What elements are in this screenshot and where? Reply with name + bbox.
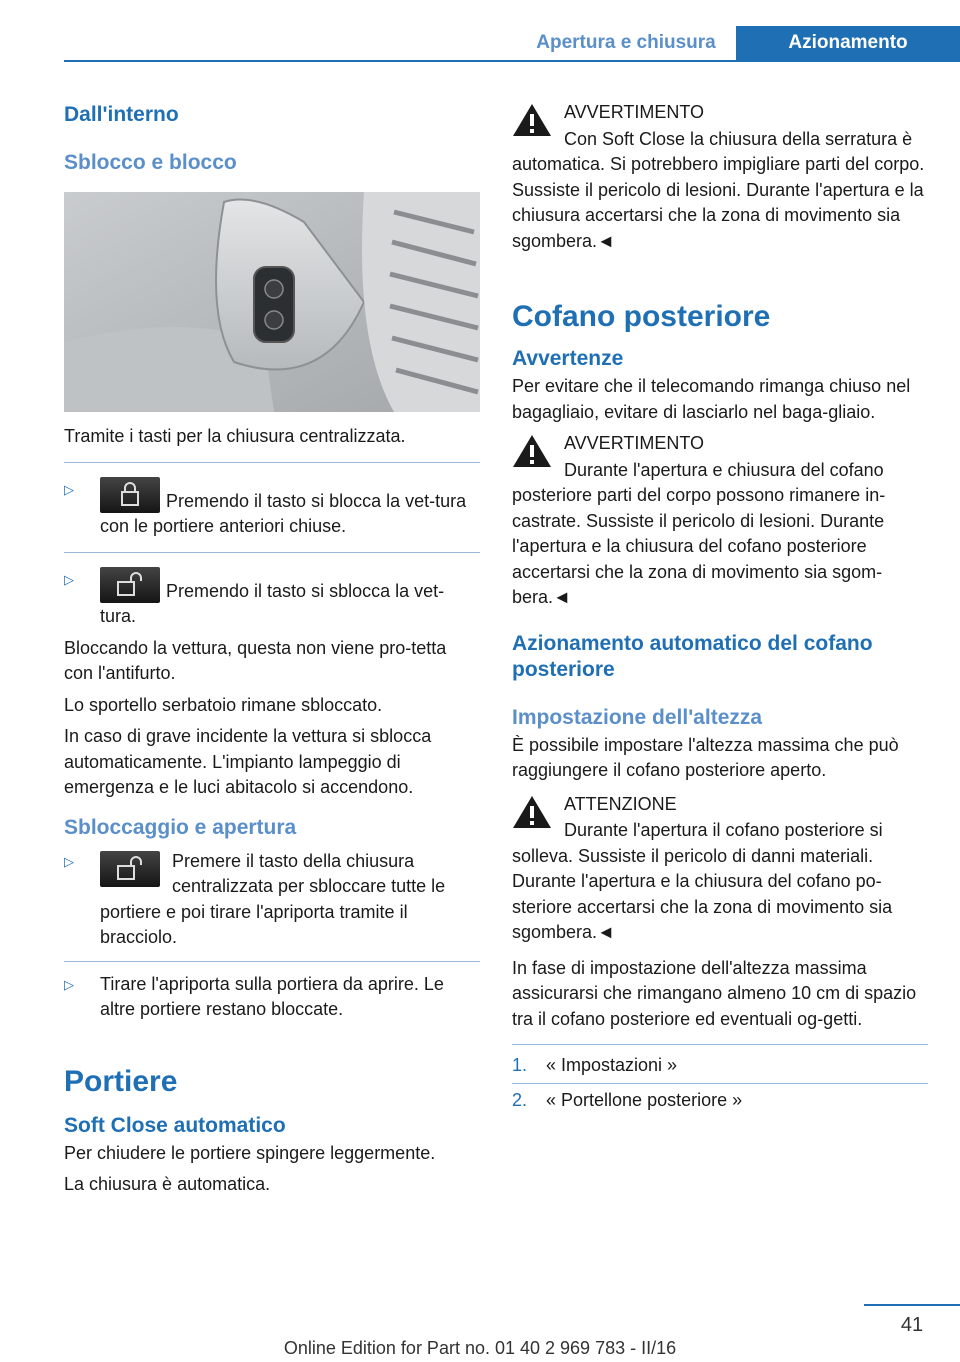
door-panel-photo [64,192,480,412]
list-item [64,972,480,1023]
bullet-separator [64,961,480,962]
para-height: È possibile impostare l'altezza massima che può raggiungere il cofano posteriore aperto. [512,734,899,780]
bullet-separator [64,462,480,463]
para-accident: In caso di grave incidente la vettura si sblocca automaticamente. L'impianto lampeggio di emergenza e le luci abitacolo si accendono. [64,726,432,797]
para-remote-key: Per evitare che il telecomando rimanga chiuso nel bagagliaio, evitare di lasciarlo nel baga-gliaio. [512,376,911,422]
warning-triangle-icon [512,102,552,138]
bullet-lock-text: Premendo il tasto si blocca la vet-tura con le portiere anteriori chiuse. [100,490,467,536]
bullet-triangle-icon: ▷ [64,853,74,869]
bullet-separator [64,552,480,553]
caution-text: Durante l'apertura il cofano posteriore si solleva. Sussiste il pericolo di danni materiali. Durante l'apertura e la chiusura del cofano po-steriore accertarsi che la zona di movimento sia sgombera.◄ [512,820,893,942]
warning-soft-close [512,100,928,126]
list-item [512,1053,928,1079]
list-item [512,1088,928,1114]
step-text: « Portellone posteriore » [546,1089,743,1110]
section-portiere: Portiere [64,1064,178,1098]
subheading-soft-close: Soft Close automatico [64,1113,286,1137]
list-separator [512,1083,928,1084]
warning-title: AVVERTIMENTO [564,102,705,122]
list-separator [512,1044,928,1045]
step-text: « Impostazioni » [546,1055,678,1075]
subheading-sblocco-blocco: Sblocco e blocco [64,151,237,174]
warning-triangle-icon [512,433,552,469]
caution-title: ATTENZIONE [564,793,677,814]
caption-central-locking: Tramite i tasti per la chiusura centralizzata. [64,426,406,446]
list-item [64,849,480,951]
subheading-avvertenze: Avvertenze [512,347,624,370]
warning-tailgate [512,431,928,457]
heading-dall-interno: Dall'interno [64,103,179,126]
bullet-unlock-all-text: Premere il tasto della chiusura centralizzata per sbloccare tutte le portiere e poi tirare l'apriporta tramite il bracciolo. [100,850,446,947]
footer-edition: Online Edition for Part no. 01 40 2 969 783 - II/16 [283,1338,677,1358]
subheading-height-setting: Impostazione dell'altezza [512,705,763,729]
para-clearance: In fase di impostazione dell'altezza massima assicurarsi che rimangano almeno 10 cm di spazio tra il cofano posteriore ed eventuali og-getti. [512,957,917,1029]
header-section-title: Apertura e chiusura [536,32,716,53]
section-cofano-posteriore: Cofano posteriore [512,300,771,333]
header-rule [64,60,960,62]
para-soft-close: Per chiudere le portiere spingere leggermente. [64,1142,436,1163]
bullet-door-handle-text: Tirare l'apriporta sulla portiera da aprire. Le altre portiere restano bloccate. [100,973,444,1019]
right-column [512,100,928,1113]
bullet-unlock-text: Premendo il tasto si sblocca la vet-tura. [100,580,445,626]
unlock-button-icon [100,567,160,603]
left-column [64,100,480,1198]
bullet-triangle-icon: ▷ [64,571,74,587]
caution-tailgate [512,792,928,818]
bullet-triangle-icon: ▷ [64,976,74,992]
header-chapter-tab: Azionamento [736,26,960,60]
step-number: 2. [512,1089,528,1110]
warning-text: Durante l'apertura e chiusura del cofano posteriore parti del corpo possono rimanere in-castrate. Sussiste il pericolo di lesioni. Durante l'apertura e la chiusura del cofano posteriore accertarsi che la zona di movimento sia sgom-bera.◄ [512,459,886,607]
para-automatic: La chiusura è automatica. [64,1174,271,1194]
subheading-automatic-tailgate: Azionamento automatico del cofano posteriore [512,631,873,681]
warning-text: Con Soft Close la chiusura della serratura è automatica. Si potrebbero impigliare parti del corpo. Sussiste il pericolo di lesioni. Durante l'apertura e la chiusura accertarsi che la zona di movimento sia sgombera.◄ [512,128,925,251]
page-number: 41 [900,1314,924,1336]
warning-triangle-icon [512,794,552,830]
lock-button-icon [100,477,160,513]
unlock-button-icon [100,851,160,887]
subheading-sbloccaggio-apertura: Sbloccaggio e apertura [64,815,297,839]
footer-rule [864,1304,960,1306]
step-number: 1. [512,1055,528,1075]
warning-title: AVVERTIMENTO [564,433,705,453]
para-fuel-flap: Lo sportello serbatoio rimane sbloccato. [64,694,383,715]
para-antitheft: Bloccando la vettura, questa non viene pro-tetta con l'antifurto. [64,637,447,683]
bullet-triangle-icon: ▷ [64,481,74,497]
list-item [64,477,480,540]
list-item [64,567,480,630]
